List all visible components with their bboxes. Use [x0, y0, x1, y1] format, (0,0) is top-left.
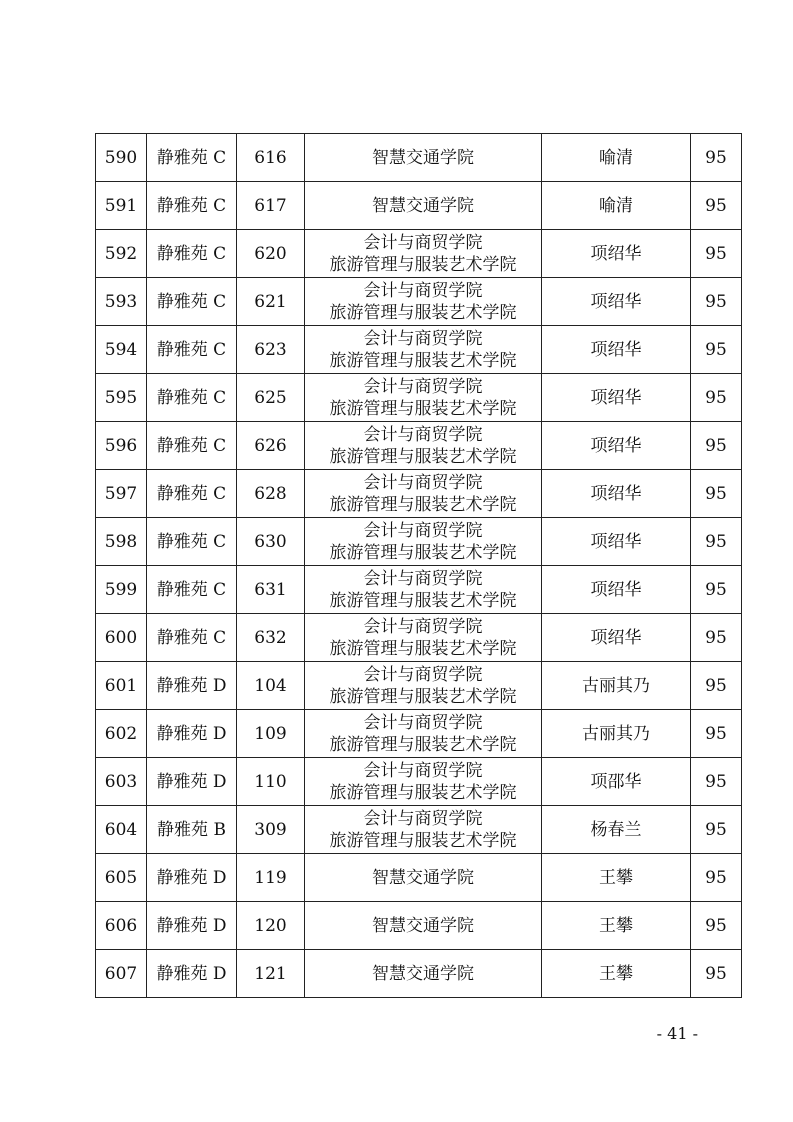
dormitory-score-table [95, 133, 742, 998]
cell-number: 605 [96, 854, 147, 902]
cell-college [305, 662, 542, 710]
cell-room: 104 [237, 662, 305, 710]
college-line: 智慧交通学院 [372, 867, 474, 888]
cell-building: 静雅苑 D [147, 710, 237, 758]
cell-college [305, 182, 542, 230]
college-line: 会计与商贸学院 [363, 616, 483, 637]
table-row [96, 326, 742, 374]
cell-room: 626 [237, 422, 305, 470]
college-line: 会计与商贸学院 [363, 808, 483, 829]
cell-score: 95 [691, 326, 742, 374]
college-line: 会计与商贸学院 [363, 472, 483, 493]
college-line: 智慧交通学院 [372, 963, 474, 984]
college-line: 旅游管理与服装艺术学院 [329, 446, 517, 467]
cell-person: 古丽其乃 [542, 662, 691, 710]
cell-room: 628 [237, 470, 305, 518]
cell-score: 95 [691, 518, 742, 566]
cell-college [305, 806, 542, 854]
cell-person: 项绍华 [542, 230, 691, 278]
cell-score: 95 [691, 950, 742, 998]
college-line: 旅游管理与服装艺术学院 [329, 494, 517, 515]
cell-college [305, 902, 542, 950]
cell-college [305, 566, 542, 614]
cell-person: 喻清 [542, 134, 691, 182]
cell-score: 95 [691, 230, 742, 278]
cell-number: 602 [96, 710, 147, 758]
cell-number: 600 [96, 614, 147, 662]
cell-building: 静雅苑 C [147, 374, 237, 422]
table-row [96, 758, 742, 806]
cell-person: 项绍华 [542, 422, 691, 470]
cell-college [305, 950, 542, 998]
cell-score: 95 [691, 806, 742, 854]
cell-number: 601 [96, 662, 147, 710]
cell-college [305, 230, 542, 278]
cell-score: 95 [691, 422, 742, 470]
cell-room: 109 [237, 710, 305, 758]
cell-room: 616 [237, 134, 305, 182]
cell-room: 110 [237, 758, 305, 806]
cell-number: 598 [96, 518, 147, 566]
table-row [96, 422, 742, 470]
college-line: 旅游管理与服装艺术学院 [329, 254, 517, 275]
cell-room: 620 [237, 230, 305, 278]
table-row [96, 374, 742, 422]
table-row [96, 950, 742, 998]
cell-person: 项绍华 [542, 278, 691, 326]
cell-person: 古丽其乃 [542, 710, 691, 758]
cell-room: 121 [237, 950, 305, 998]
college-line: 旅游管理与服装艺术学院 [329, 350, 517, 371]
cell-person: 项绍华 [542, 470, 691, 518]
cell-building: 静雅苑 C [147, 230, 237, 278]
table-row [96, 710, 742, 758]
college-line: 旅游管理与服装艺术学院 [329, 638, 517, 659]
cell-number: 591 [96, 182, 147, 230]
table-row [96, 518, 742, 566]
cell-building: 静雅苑 C [147, 182, 237, 230]
cell-number: 603 [96, 758, 147, 806]
table-row [96, 230, 742, 278]
table-row [96, 470, 742, 518]
cell-score: 95 [691, 710, 742, 758]
cell-person: 项绍华 [542, 326, 691, 374]
cell-room: 621 [237, 278, 305, 326]
cell-person: 项绍华 [542, 518, 691, 566]
cell-number: 596 [96, 422, 147, 470]
college-line: 会计与商贸学院 [363, 520, 483, 541]
cell-score: 95 [691, 566, 742, 614]
college-line: 旅游管理与服装艺术学院 [329, 782, 517, 803]
college-line: 智慧交通学院 [372, 915, 474, 936]
cell-building: 静雅苑 C [147, 470, 237, 518]
college-line: 旅游管理与服装艺术学院 [329, 590, 517, 611]
cell-building: 静雅苑 D [147, 950, 237, 998]
cell-person: 项绍华 [542, 374, 691, 422]
cell-college [305, 710, 542, 758]
table-row [96, 902, 742, 950]
college-line: 会计与商贸学院 [363, 568, 483, 589]
cell-room: 623 [237, 326, 305, 374]
cell-person: 王攀 [542, 902, 691, 950]
cell-number: 606 [96, 902, 147, 950]
cell-score: 95 [691, 134, 742, 182]
table-row [96, 182, 742, 230]
cell-score: 95 [691, 758, 742, 806]
cell-number: 595 [96, 374, 147, 422]
cell-building: 静雅苑 C [147, 566, 237, 614]
college-line: 会计与商贸学院 [363, 280, 483, 301]
cell-room: 631 [237, 566, 305, 614]
cell-number: 597 [96, 470, 147, 518]
cell-building: 静雅苑 B [147, 806, 237, 854]
cell-room: 119 [237, 854, 305, 902]
cell-building: 静雅苑 D [147, 854, 237, 902]
cell-building: 静雅苑 C [147, 422, 237, 470]
cell-number: 593 [96, 278, 147, 326]
cell-college [305, 278, 542, 326]
cell-building: 静雅苑 C [147, 134, 237, 182]
cell-score: 95 [691, 854, 742, 902]
cell-score: 95 [691, 662, 742, 710]
cell-college [305, 422, 542, 470]
cell-building: 静雅苑 D [147, 758, 237, 806]
cell-building: 静雅苑 C [147, 518, 237, 566]
cell-score: 95 [691, 470, 742, 518]
table-row [96, 614, 742, 662]
table-row [96, 566, 742, 614]
cell-score: 95 [691, 374, 742, 422]
cell-college [305, 470, 542, 518]
table-row [96, 278, 742, 326]
table-row [96, 854, 742, 902]
cell-room: 632 [237, 614, 305, 662]
college-line: 旅游管理与服装艺术学院 [329, 302, 517, 323]
college-line: 旅游管理与服装艺术学院 [329, 542, 517, 563]
cell-person: 王攀 [542, 950, 691, 998]
college-line: 会计与商贸学院 [363, 232, 483, 253]
page-number-text: - 41 - [656, 1024, 698, 1043]
college-line: 旅游管理与服装艺术学院 [329, 734, 517, 755]
table-row [96, 134, 742, 182]
college-line: 会计与商贸学院 [363, 664, 483, 685]
cell-number: 592 [96, 230, 147, 278]
college-line: 旅游管理与服装艺术学院 [329, 830, 517, 851]
table-row [96, 806, 742, 854]
cell-person: 项绍华 [542, 614, 691, 662]
cell-score: 95 [691, 182, 742, 230]
college-line: 会计与商贸学院 [363, 712, 483, 733]
cell-number: 590 [96, 134, 147, 182]
cell-person: 项邵华 [542, 758, 691, 806]
cell-room: 120 [237, 902, 305, 950]
cell-college [305, 758, 542, 806]
cell-building: 静雅苑 C [147, 614, 237, 662]
cell-number: 594 [96, 326, 147, 374]
cell-college [305, 374, 542, 422]
page-number [0, 1024, 793, 1043]
cell-score: 95 [691, 614, 742, 662]
cell-building: 静雅苑 C [147, 326, 237, 374]
cell-building: 静雅苑 D [147, 902, 237, 950]
cell-number: 604 [96, 806, 147, 854]
table-row [96, 662, 742, 710]
cell-building: 静雅苑 C [147, 278, 237, 326]
cell-room: 630 [237, 518, 305, 566]
college-line: 智慧交通学院 [372, 195, 474, 216]
college-line: 会计与商贸学院 [363, 376, 483, 397]
college-line: 智慧交通学院 [372, 147, 474, 168]
cell-number: 599 [96, 566, 147, 614]
college-line: 会计与商贸学院 [363, 328, 483, 349]
cell-college [305, 134, 542, 182]
college-line: 会计与商贸学院 [363, 424, 483, 445]
cell-college [305, 326, 542, 374]
cell-college [305, 854, 542, 902]
cell-room: 625 [237, 374, 305, 422]
cell-score: 95 [691, 278, 742, 326]
cell-person: 项绍华 [542, 566, 691, 614]
cell-score: 95 [691, 902, 742, 950]
cell-person: 喻清 [542, 182, 691, 230]
cell-person: 杨春兰 [542, 806, 691, 854]
college-line: 旅游管理与服装艺术学院 [329, 398, 517, 419]
cell-college [305, 518, 542, 566]
cell-building: 静雅苑 D [147, 662, 237, 710]
college-line: 旅游管理与服装艺术学院 [329, 686, 517, 707]
cell-room: 309 [237, 806, 305, 854]
cell-person: 王攀 [542, 854, 691, 902]
cell-number: 607 [96, 950, 147, 998]
cell-college [305, 614, 542, 662]
cell-room: 617 [237, 182, 305, 230]
college-line: 会计与商贸学院 [363, 760, 483, 781]
table-body [96, 134, 742, 998]
